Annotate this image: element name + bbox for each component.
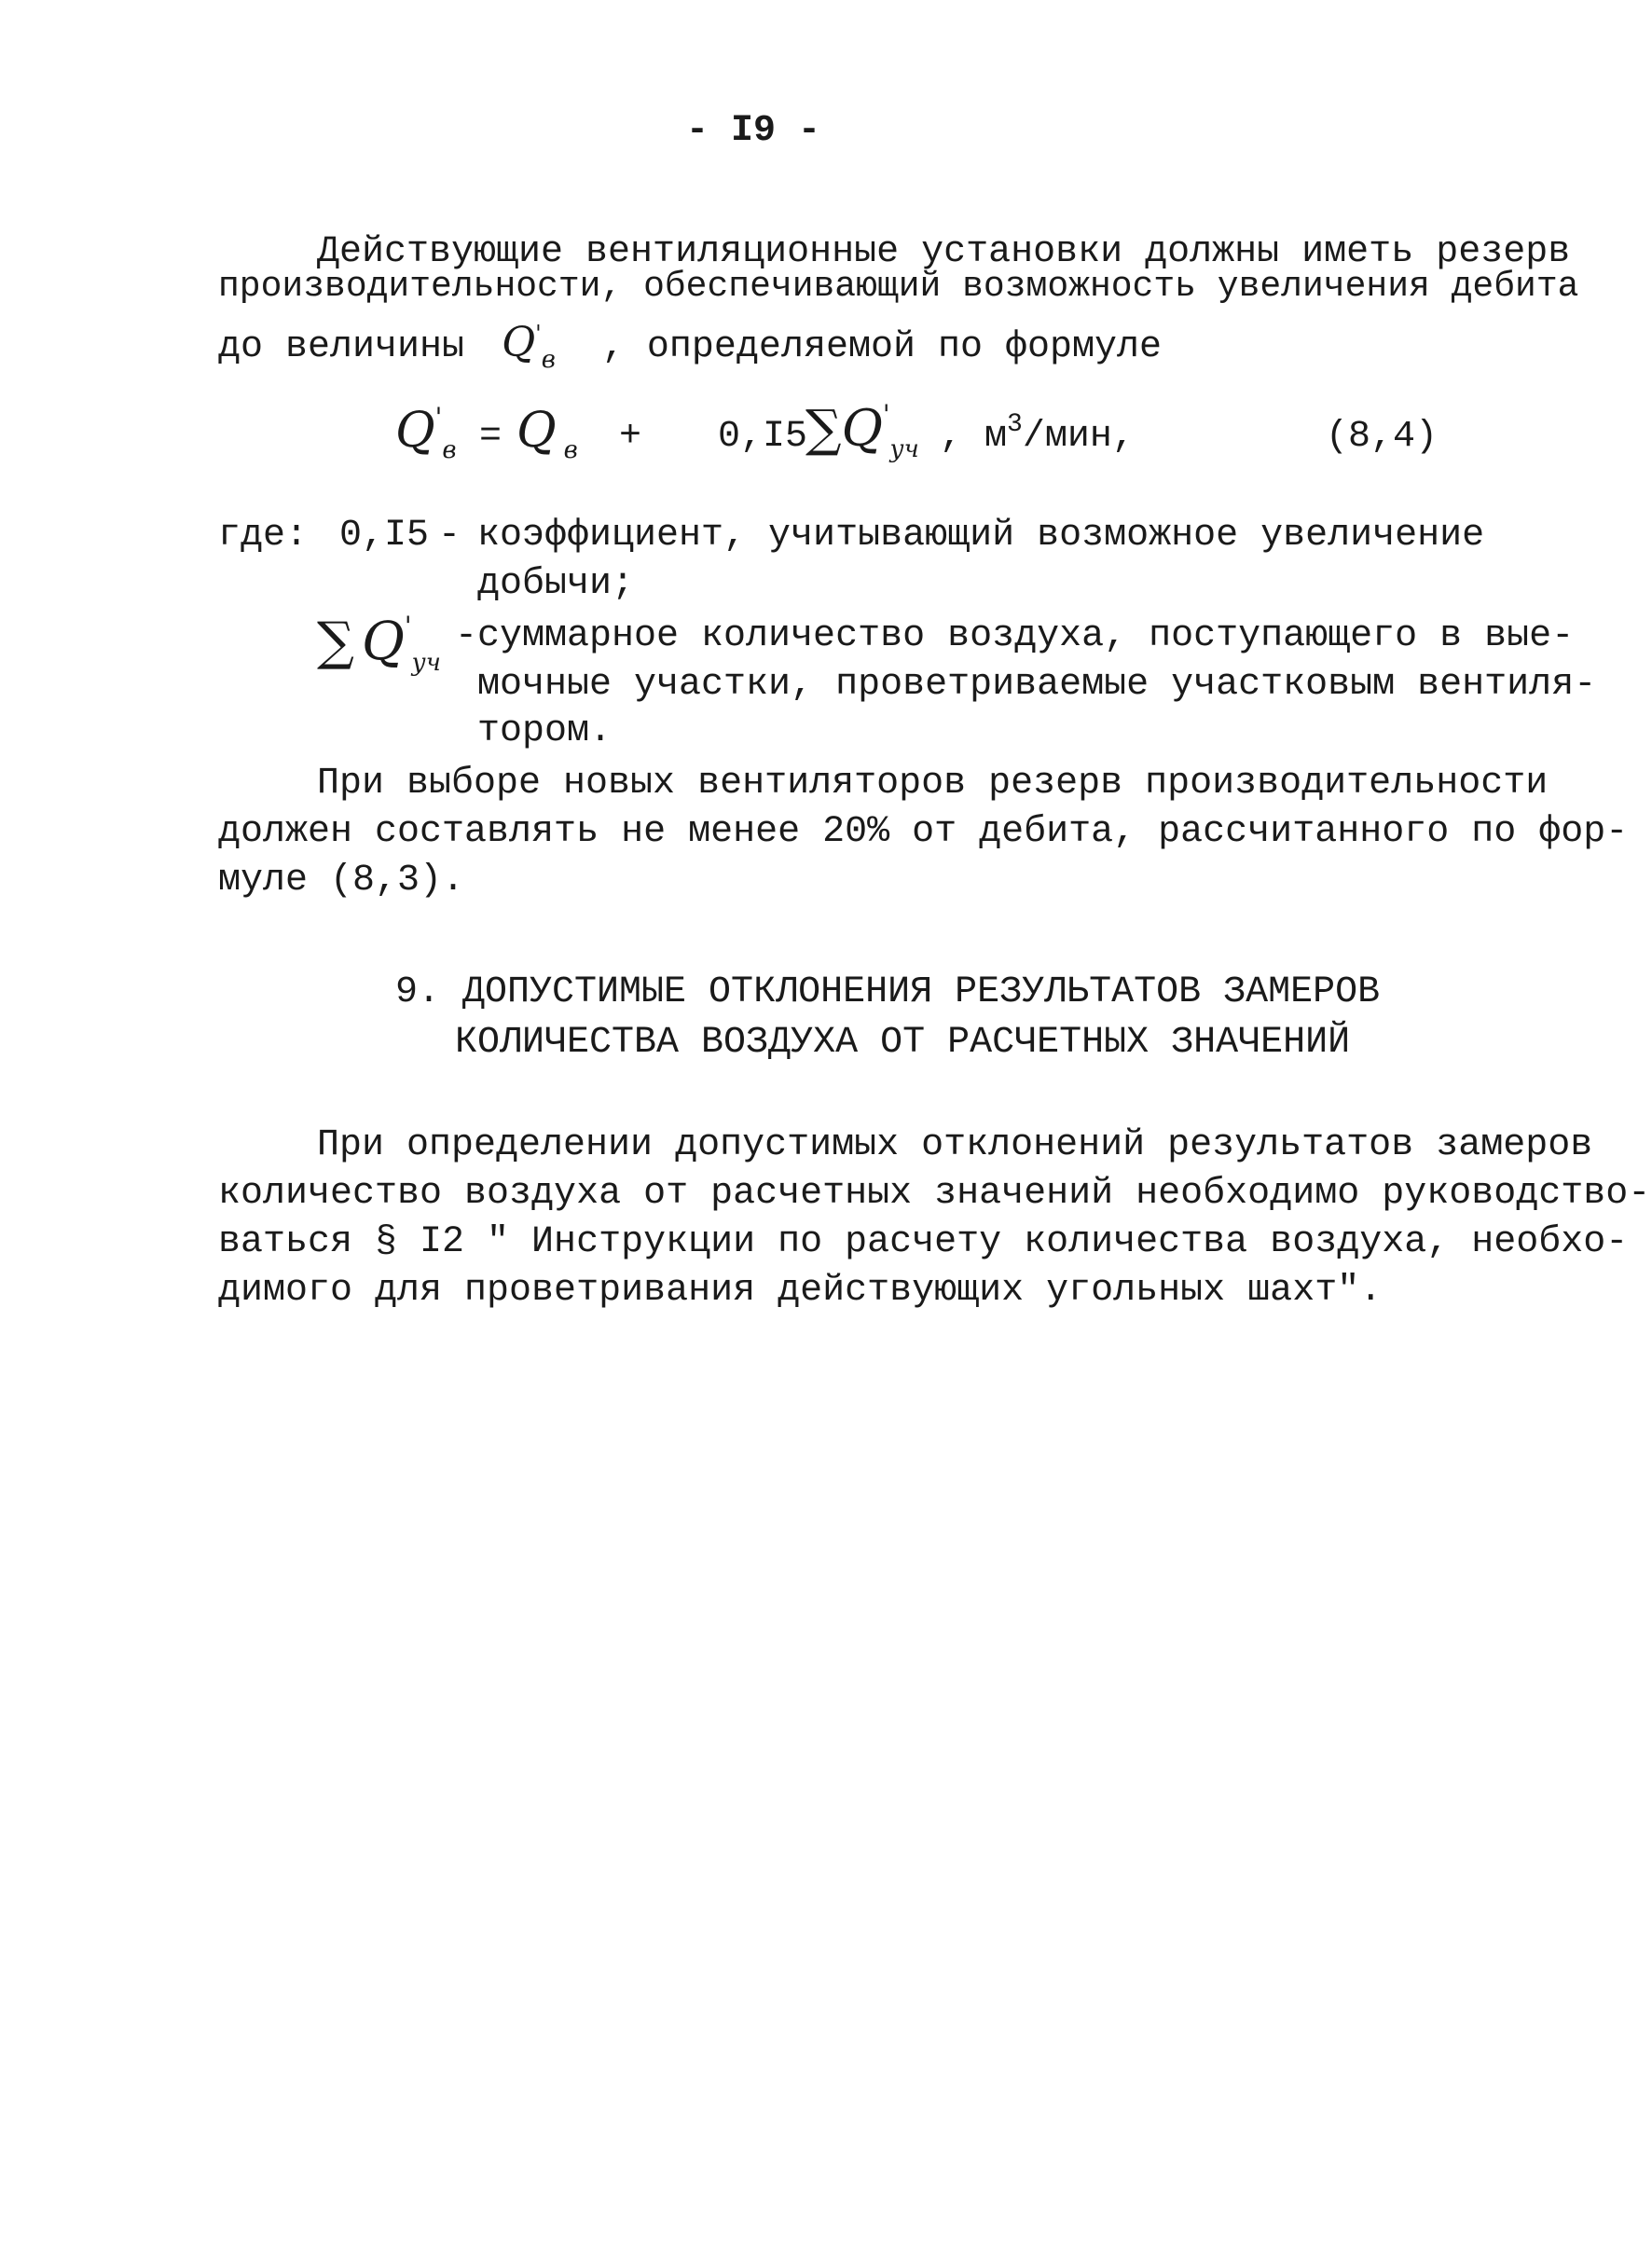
paragraph-3-line-3: ваться § I2 " Инструкции по расчету количества воздуха, необхо- [218,1221,1629,1263]
section-title-line-1: 9. ДОПУСТИМЫЕ ОТКЛОНЕНИЯ РЕЗУЛЬТАТОВ ЗАМЕРОВ [395,971,1381,1013]
formula-number: (8,4) [1326,416,1439,458]
paragraph-1-line-2: производительности, обеспечивающий возможность увеличения дебита [218,267,1579,307]
paragraph-3-line-2: количество воздуха от расчетных значений необходимо руководство- [218,1173,1651,1215]
page-number: - I9 - [686,110,821,152]
where-def-2-line-2: мочные участки, проветриваемые участковым вентиля- [477,664,1597,706]
where-term-2: ∑ $Q'_{уч}$ [317,611,441,677]
paragraph-3-line-4: димого для проветривания действующих угольных шахт". [218,1270,1383,1312]
where-term-1: 0,I5 [339,515,430,557]
where-def-2-line-1: суммарное количество воздуха, поступающего в вые- [477,615,1575,657]
paragraph-2-line-3: муле (8,3). [218,860,465,901]
where-def-2-line-3: тором. [477,710,613,752]
where-dash-2: - [455,615,478,657]
where-label: где: [218,515,309,557]
section-title-line-2: КОЛИЧЕСТВА ВОЗДУХА ОТ РАСЧЕТНЫХ ЗНАЧЕНИЙ [455,1022,1351,1064]
formula-q-b: Q $_в$ [516,403,578,464]
where-def-1-line-2: добычи; [477,563,635,605]
formula-unit: , $м^3$/мин, [940,410,1135,458]
formula-sum: $\sum Q'_{уч}$ [805,399,919,463]
line-3-end: , определяемой по формуле [601,326,1163,368]
formula-equals: = [479,416,502,458]
inline-formula-q-prime: $Q'_в$ [502,319,556,374]
paragraph-3-line-1: При определении допустимых отклонений результатов замеров [317,1124,1593,1166]
where-def-1-line-1: коэффициент, учитывающий возможное увеличение [477,515,1485,557]
formula-lhs: $Q'_в$ [395,402,457,464]
where-dash-1: - [438,515,461,557]
paragraph-1-line-3 [218,319,1163,374]
paragraph-1-line-1: Действующие вентиляционные установки должны иметь резерв [317,231,1571,273]
formula-plus: + [619,416,642,458]
formula-coefficient: 0,I5 [718,416,808,458]
paragraph-2-line-1: При выборе новых вентиляторов резерв производительности [317,763,1549,805]
line-3-start: до величины [218,326,465,368]
paragraph-2-line-2: должен составлять не менее 20% от дебита, рассчитанного по фор- [218,811,1629,853]
